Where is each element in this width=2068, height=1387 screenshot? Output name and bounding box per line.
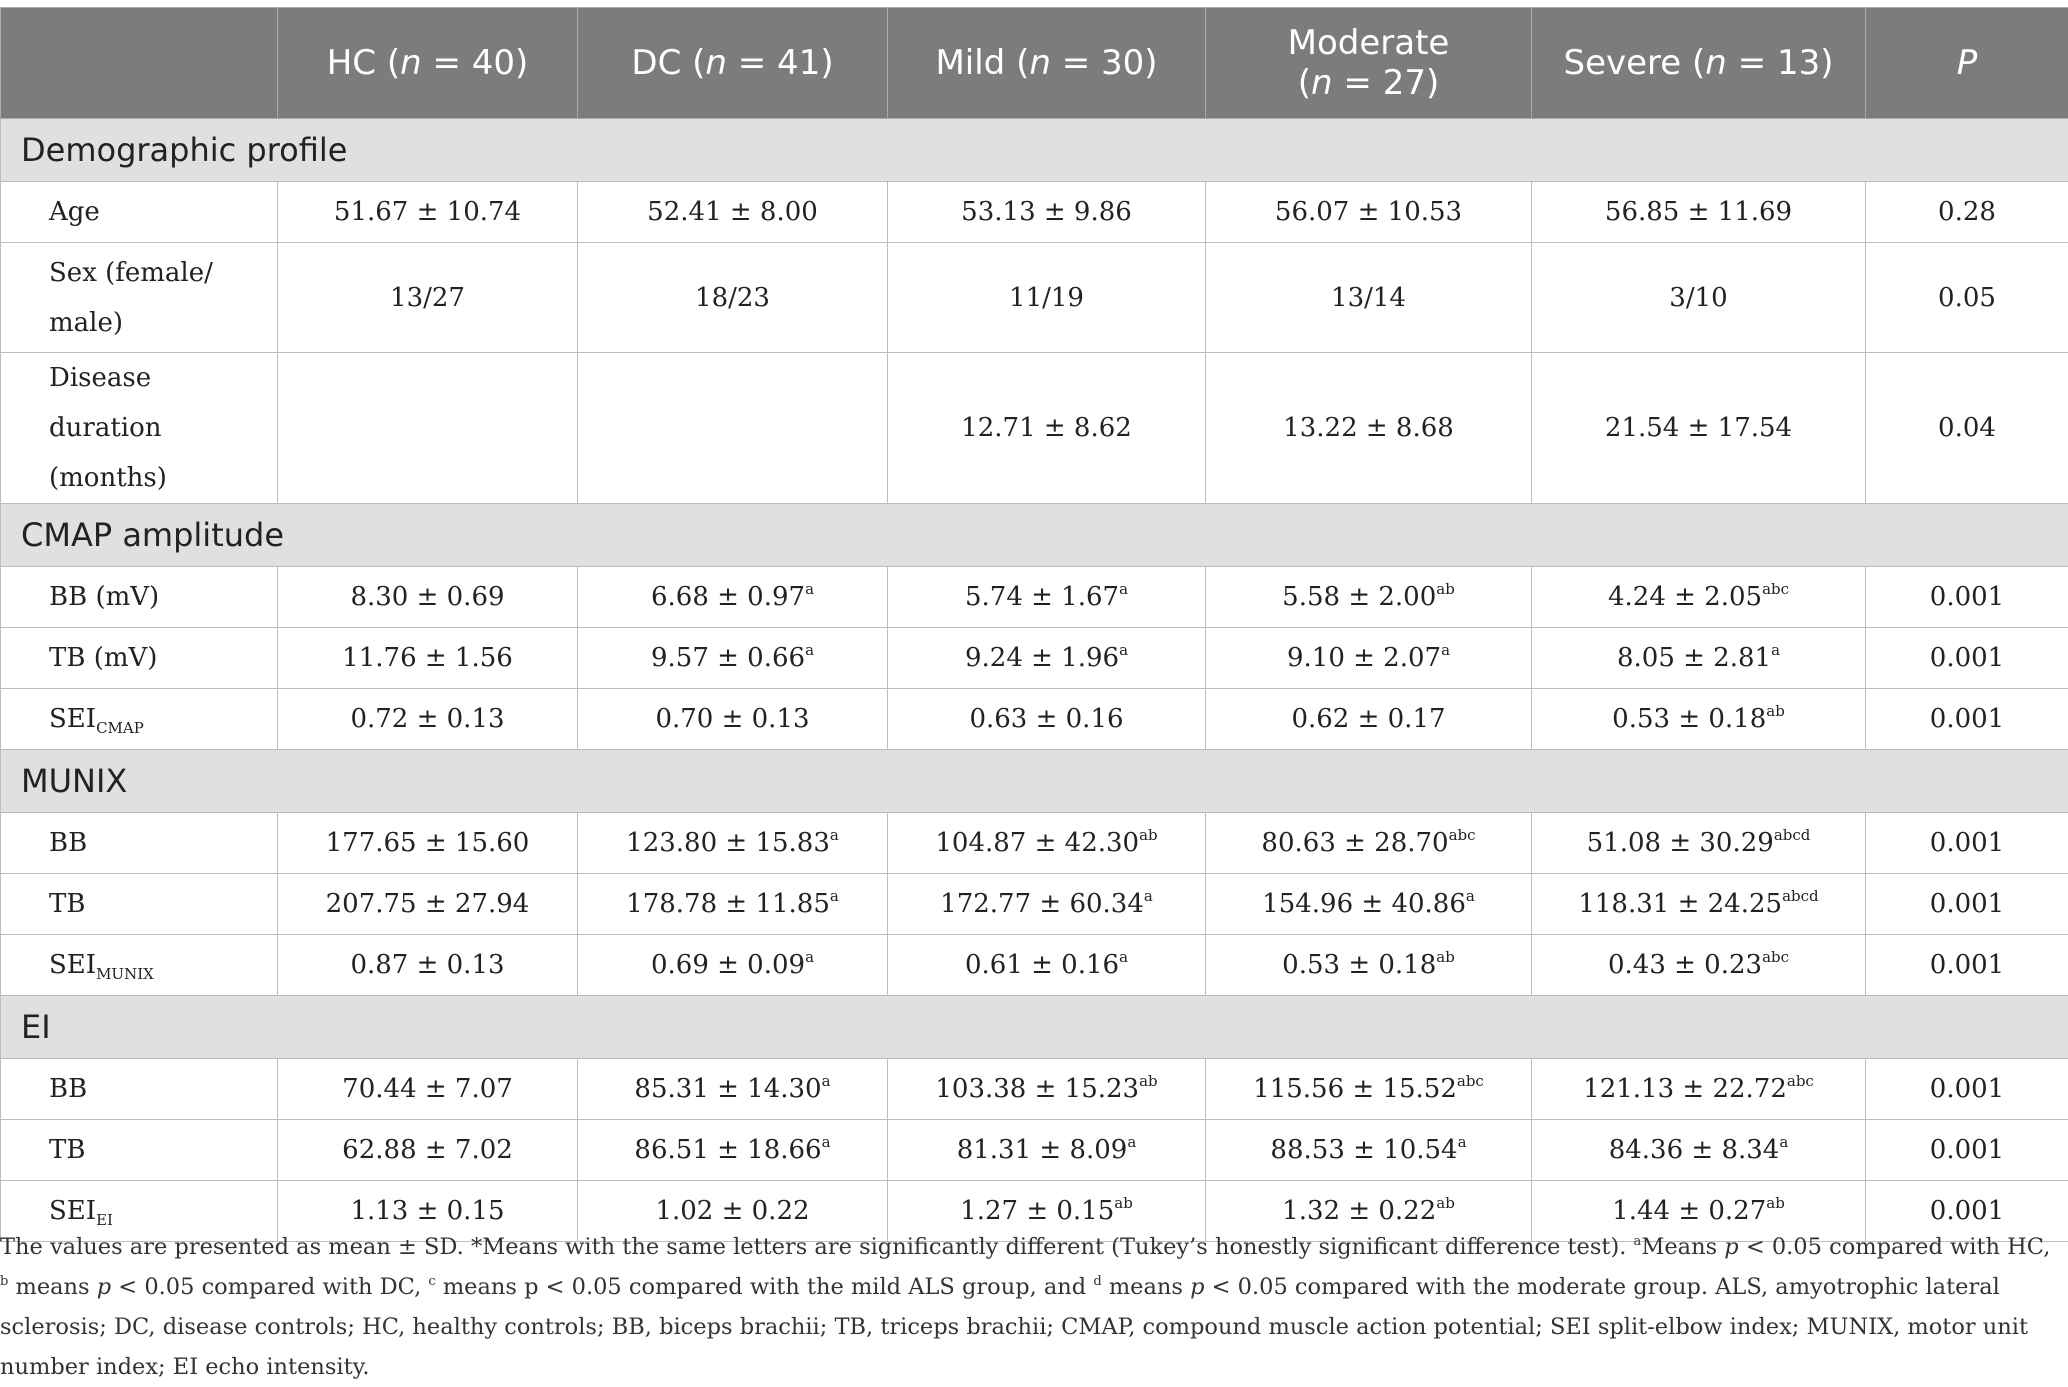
row-label: TB [1,1120,278,1181]
header-mild: Mild (n = 30) [888,8,1206,119]
section-title: EI [1,996,2068,1059]
row-label: BB (mV) [1,567,278,628]
cell-severe: 56.85 ± 11.69 [1532,182,1866,243]
cell-moderate: 13/14 [1206,243,1532,353]
cell-mild: 81.31 ± 8.09$^a$ [888,1120,1206,1181]
cell-p: 0.001 [1866,567,2068,628]
cell-hc: 11.76 ± 1.56 [278,628,578,689]
cell-mild: 104.87 ± 42.30$^{ab}$ [888,813,1206,874]
cell-moderate: 1.32 ± 0.22$^{ab}$ [1206,1181,1532,1242]
header-empty-cell [1,8,278,119]
table-row [1,353,2068,504]
section-row-demographic [1,119,2068,182]
table-row [1,182,2068,243]
cell-dc: 52.41 ± 8.00 [578,182,888,243]
cell-moderate: 56.07 ± 10.53 [1206,182,1532,243]
row-label: BB [1,813,278,874]
cell-dc: 0.69 ± 0.09$^a$ [578,935,888,996]
cell-severe: 84.36 ± 8.34$^a$ [1532,1120,1866,1181]
cell-p: 0.001 [1866,813,2068,874]
table-row [1,1120,2068,1181]
table-footnote: The values are presented as mean ± SD. *Means with the same letters are significantly different (Tukey’s honestly significant difference test). $^a$Means p < 0.05 compared with HC, $^b$ means p < 0.05 compared with DC, $^c$ means p < 0.05 compared with the mild ALS group, and $^d$ means p < 0.05 compared with the moderate group. ALS, amyotrophic lateral sclerosis; DC, disease controls; HC, healthy controls; BB, biceps brachii; TB, triceps brachii; CMAP, compound muscle action potential; SEI split-elbow index; MUNIX, motor unit number index; EI echo intensity. [0,1227,2060,1387]
cell-dc: 6.68 ± 0.97$^a$ [578,567,888,628]
cell-hc: 177.65 ± 15.60 [278,813,578,874]
cell-moderate: 9.10 ± 2.07$^a$ [1206,628,1532,689]
cell-mild: 5.74 ± 1.67$^a$ [888,567,1206,628]
cell-severe: 0.43 ± 0.23$^{abc}$ [1532,935,1866,996]
cell-mild: 11/19 [888,243,1206,353]
cell-hc: 51.67 ± 10.74 [278,182,578,243]
section-title: CMAP amplitude [1,504,2068,567]
cell-moderate: 0.62 ± 0.17 [1206,689,1532,750]
cell-hc: 70.44 ± 7.07 [278,1059,578,1120]
cell-moderate: 115.56 ± 15.52$^{abc}$ [1206,1059,1532,1120]
cell-dc: 178.78 ± 11.85$^a$ [578,874,888,935]
table-row [1,935,2068,996]
row-label: $SEI_{MUNIX}$ [1,935,278,996]
header-row [1,8,2068,119]
section-title: Demographic profile [1,119,2068,182]
cell-severe: 4.24 ± 2.05$^{abc}$ [1532,567,1866,628]
cell-mild: 9.24 ± 1.96$^a$ [888,628,1206,689]
header-p: P [1866,8,2068,119]
cell-dc: 123.80 ± 15.83$^a$ [578,813,888,874]
cell-p: 0.001 [1866,1120,2068,1181]
header-dc: DC (n = 41) [578,8,888,119]
section-row-ei [1,996,2068,1059]
cell-dc: 1.02 ± 0.22 [578,1181,888,1242]
row-label: TB [1,874,278,935]
cell-p: 0.001 [1866,689,2068,750]
table-row [1,813,2068,874]
cell-hc: 8.30 ± 0.69 [278,567,578,628]
results-table [0,7,2068,1242]
section-title: MUNIX [1,750,2068,813]
cell-p: 0.001 [1866,1181,2068,1242]
cell-dc: 18/23 [578,243,888,353]
cell-severe: 121.13 ± 22.72$^{abc}$ [1532,1059,1866,1120]
row-label: TB (mV) [1,628,278,689]
table-row [1,689,2068,750]
cell-dc: 86.51 ± 18.66$^a$ [578,1120,888,1181]
cell-mild: 103.38 ± 15.23$^{ab}$ [888,1059,1206,1120]
cell-hc: 207.75 ± 27.94 [278,874,578,935]
cell-hc: 1.13 ± 0.15 [278,1181,578,1242]
cell-mild: 12.71 ± 8.62 [888,353,1206,504]
cell-p: 0.28 [1866,182,2068,243]
cell-moderate: 5.58 ± 2.00$^{ab}$ [1206,567,1532,628]
cell-p: 0.001 [1866,628,2068,689]
cell-hc [278,353,578,504]
row-label: $SEI_{EI}$ [1,1181,278,1242]
cell-mild: 0.61 ± 0.16$^a$ [888,935,1206,996]
cell-severe: 0.53 ± 0.18$^{ab}$ [1532,689,1866,750]
cell-moderate: 13.22 ± 8.68 [1206,353,1532,504]
cell-moderate: 0.53 ± 0.18$^{ab}$ [1206,935,1532,996]
section-row-cmap [1,504,2068,567]
cell-severe: 8.05 ± 2.81$^a$ [1532,628,1866,689]
cell-dc: 85.31 ± 14.30$^a$ [578,1059,888,1120]
row-label: $SEI_{CMAP}$ [1,689,278,750]
cell-severe: 3/10 [1532,243,1866,353]
table-row [1,1059,2068,1120]
results-table-container [0,7,2068,1242]
row-label: BB [1,1059,278,1120]
section-row-munix [1,750,2068,813]
cell-dc: 9.57 ± 0.66$^a$ [578,628,888,689]
cell-mild: 1.27 ± 0.15$^{ab}$ [888,1181,1206,1242]
cell-severe: $51.08 \pm 30.29^{abcd}$ [1532,813,1866,874]
cell-dc [578,353,888,504]
header-hc: HC (n = 40) [278,8,578,119]
cell-mild: 172.77 ± 60.34$^a$ [888,874,1206,935]
cell-dc: 0.70 ± 0.13 [578,689,888,750]
cell-p: 0.04 [1866,353,2068,504]
cell-severe: $118.31 \pm 24.25^{abcd}$ [1532,874,1866,935]
cell-moderate: 88.53 ± 10.54$^a$ [1206,1120,1532,1181]
row-label: Disease duration (months) [1,353,278,504]
cell-mild: 53.13 ± 9.86 [888,182,1206,243]
cell-mild: 0.63 ± 0.16 [888,689,1206,750]
row-label: Sex (female/ male) [1,243,278,353]
cell-severe: 21.54 ± 17.54 [1532,353,1866,504]
cell-p: 0.05 [1866,243,2068,353]
header-severe: Severe (n = 13) [1532,8,1866,119]
table-row [1,874,2068,935]
cell-moderate: 154.96 ± 40.86$^a$ [1206,874,1532,935]
cell-moderate: 80.63 ± 28.70$^{abc}$ [1206,813,1532,874]
table-row [1,243,2068,353]
table-row [1,567,2068,628]
cell-hc: 62.88 ± 7.02 [278,1120,578,1181]
cell-severe: 1.44 ± 0.27$^{ab}$ [1532,1181,1866,1242]
cell-p: 0.001 [1866,1059,2068,1120]
cell-p: 0.001 [1866,935,2068,996]
cell-hc: 0.72 ± 0.13 [278,689,578,750]
row-label: Age [1,182,278,243]
cell-hc: 0.87 ± 0.13 [278,935,578,996]
cell-hc: 13/27 [278,243,578,353]
table-row [1,628,2068,689]
cell-p: 0.001 [1866,874,2068,935]
header-moderate: Moderate (n = 27) [1206,8,1532,119]
